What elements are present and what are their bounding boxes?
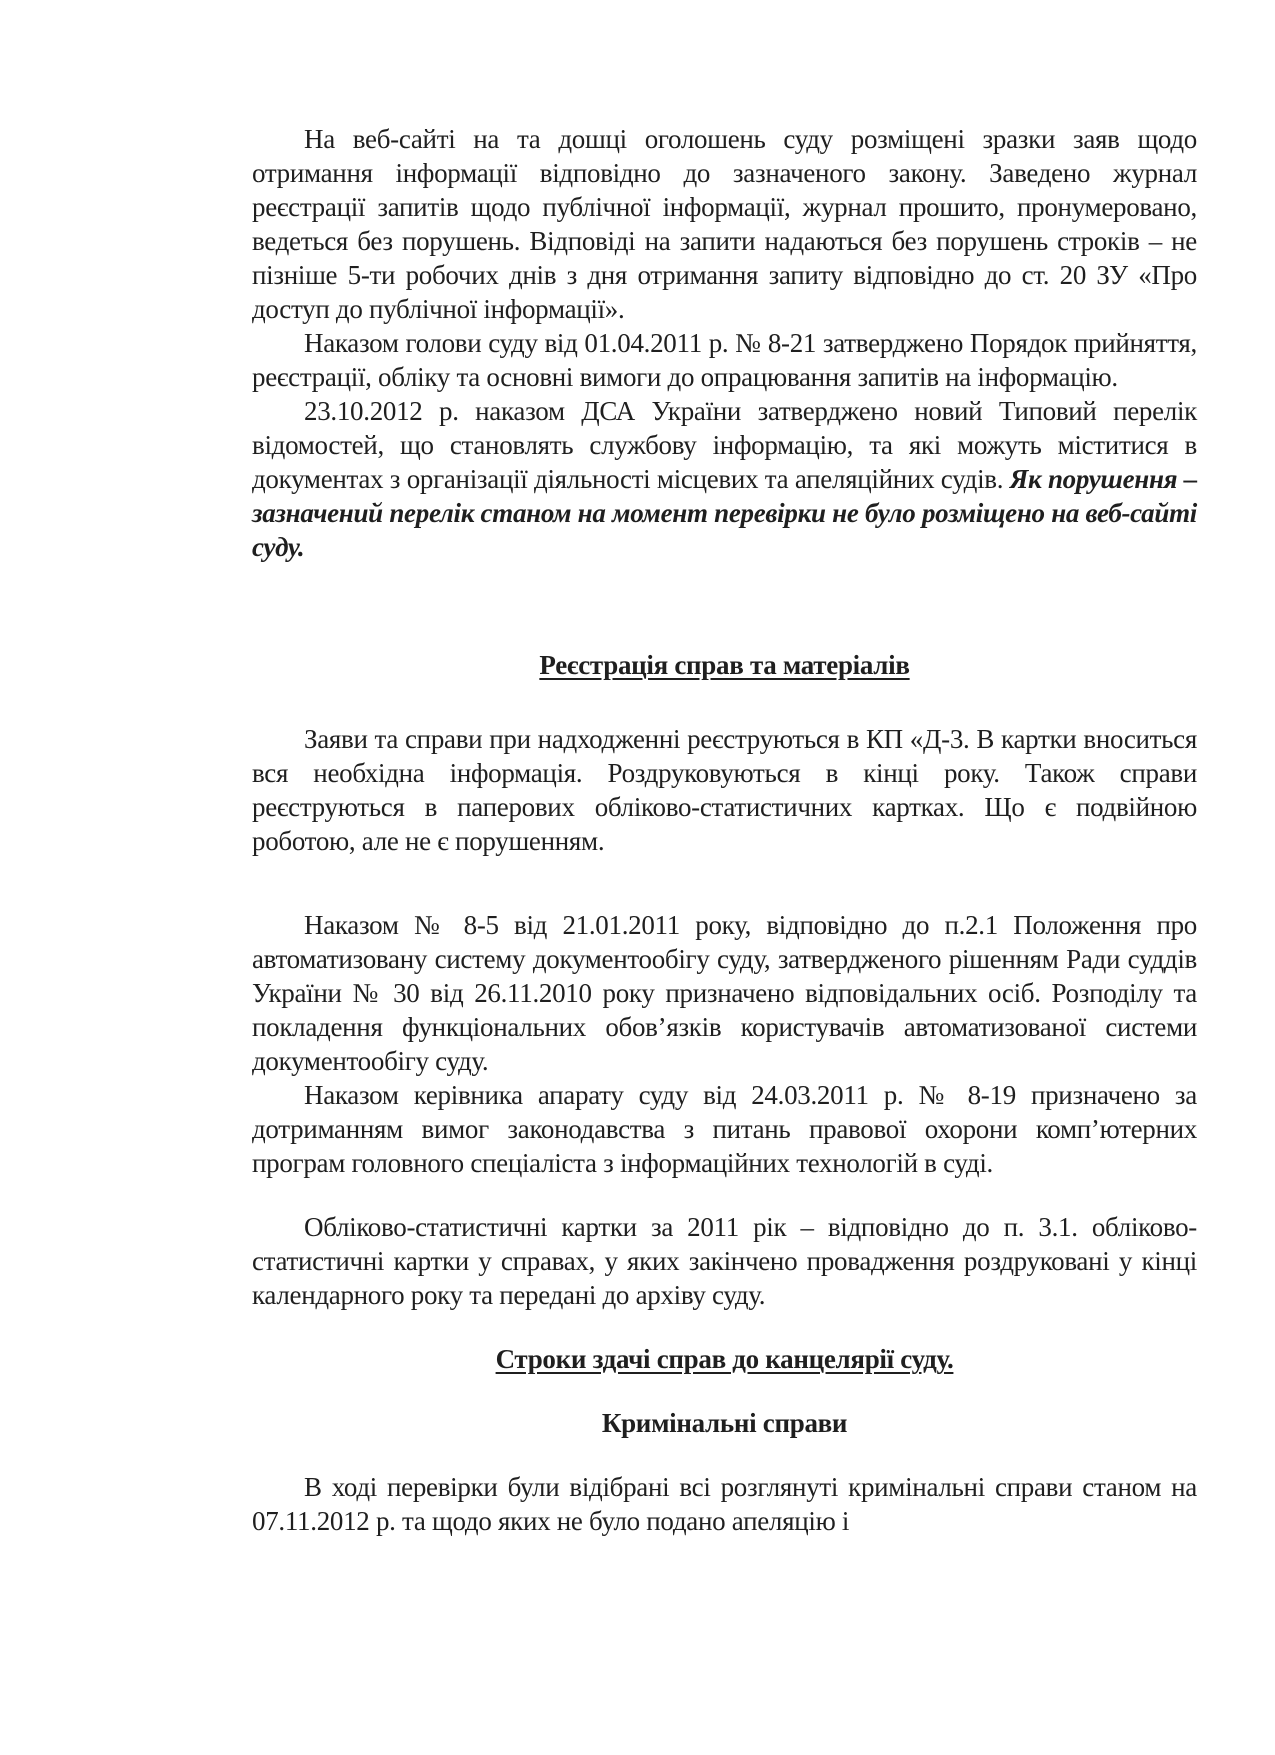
violation-note: Як порушення – зазначений перелік станом на момент перевірки не було розміщено на веб-сайті суду. — [252, 464, 1197, 562]
paragraph-order-8-19: Наказом керівника апарату суду від 24.03.2011 р. № 8-19 призначено за дотриманням вимог законодавства з питань правової охорони комп’ютерних програм головного спеціаліста з інформаційних технологій в суді. — [252, 1080, 1197, 1178]
section-heading-deadlines-text: Строки здачі справ до канцелярії суду. — [495, 1344, 954, 1374]
section-heading-registration — [252, 648, 1197, 682]
section-heading-deadlines — [252, 1342, 1197, 1376]
subheading-criminal-cases: Кримінальні справи — [601, 1408, 848, 1438]
paragraph-statistics-cards: Обліково-статистичні картки за 2011 рік – відповідно до п. 3.1. обліково-статистичні картки у справах, у яких закінчено провадження роздруковані у кінці календарного року та передані до архіву суду. — [252, 1212, 1197, 1310]
paragraph-dsa-order-text: 23.10.2012 р. наказом ДСА України затверджено новий Типовий перелік відомостей, що становлять службову інформацію, та які можуть міститися в документах з організації діяльності місцевих та апеляційних судів. — [252, 396, 1197, 494]
paragraph-public-info-requests: На веб-сайті на та дошці оголошень суду розміщені зразки заяв щодо отримання інформації відповідно до зазначеного закону. Заведено журнал реєстрації запитів щодо публічної інформації, журнал прошито, пронумеровано, ведеться без порушень. Відповіді на запити надаються без порушень строків – не пізніше 5-ти робочих днів з дня отримання запиту відповідно до ст. 20 ЗУ «Про доступ до публічної інформації». — [252, 124, 1197, 324]
paragraph-criminal-cases-review: В ході перевірки були відібрані всі розглянуті кримінальні справи станом на 07.11.2012 р. та щодо яких не було подано апеляцію і — [252, 1472, 1197, 1536]
spacer — [252, 1440, 1197, 1470]
paragraph-order-8-5: Наказом № 8-5 від 21.01.2011 року, відповідно до п.2.1 Положення про автоматизовану систему документообігу суду, затвердженого рішенням Ради суддів України № 30 від 26.11.2010 року призначено відповідальних осіб. Розподілу та покладення функціональних обов’язків користувачів автоматизованої системи документообігу суду. — [252, 910, 1197, 1076]
spacer — [252, 1180, 1197, 1210]
paragraph-order-8-21: Наказом голови суду від 01.04.2011 р. № 8-21 затверджено Порядок прийняття, реєстрації, обліку та основні вимоги до опрацювання запитів на інформацію. — [252, 328, 1197, 392]
document-page — [252, 122, 1197, 1538]
spacer — [252, 682, 1197, 722]
spacer — [252, 858, 1197, 908]
paragraph-registration: Заяви та справи при надходженні реєструються в КП «Д-3. В картки вноситься вся необхідна інформація. Роздруковуються в кінці року. Також справи реєструються в паперових обліково-статистичних картках. Що є подвійною роботою, але не є порушенням. — [252, 724, 1197, 856]
spacer — [252, 564, 1197, 648]
spacer — [252, 1312, 1197, 1342]
paragraph-dsa-order — [252, 394, 1197, 564]
section-heading-registration-text: Реєстрація справ та матеріалів — [539, 650, 910, 680]
spacer — [252, 1376, 1197, 1406]
